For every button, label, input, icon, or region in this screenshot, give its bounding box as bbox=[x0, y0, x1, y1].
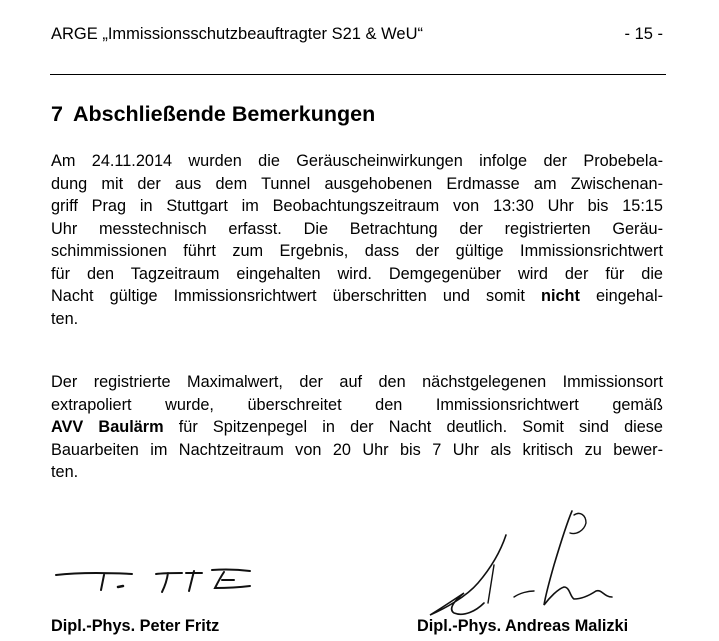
text-line: schimmissionen führt zum Ergebnis, dass der gültige Immissionsrichtwert bbox=[51, 242, 663, 260]
text-line: Uhr messtechnisch erfasst. Die Betrachtung der registrierten Geräu- bbox=[51, 219, 663, 238]
text-line: Bauarbeiten im Nachtzeitraum von 20 Uhr bis 7 Uhr als kritisch zu bewer- bbox=[51, 440, 663, 459]
page-number: - 15 - bbox=[624, 25, 663, 43]
text-line: Der registrierte Maximalwert, der auf den nächstgelegenen Immissionsort bbox=[51, 373, 663, 391]
text-line: extrapoliert wurde, überschreitet den Immissionsrichtwert gemäß bbox=[51, 395, 663, 414]
text-fragment: Nacht gültige Immissionsrichtwert überschritten und somit bbox=[51, 287, 525, 305]
text-line: ten. bbox=[51, 309, 79, 328]
signatory-fritz: Dipl.-Phys. Peter Fritz bbox=[51, 617, 220, 635]
text-line bbox=[51, 285, 663, 308]
text-line: dung mit der aus dem Tunnel ausgehobenen Erdmasse am Zwischenan- bbox=[51, 174, 663, 193]
header-rule bbox=[50, 74, 666, 75]
text-line: für den Tagzeitraum eingehalten wird. Demgegenüber wird der für die bbox=[51, 264, 663, 283]
text-fragment: eingehal- bbox=[596, 287, 663, 305]
text-line: Am 24.11.2014 wurden die Geräuscheinwirkungen infolge der Probebela- bbox=[51, 152, 663, 170]
section-title: Abschließende Bemerkungen bbox=[72, 102, 376, 126]
section-heading bbox=[51, 101, 375, 127]
text-fragment: für Spitzenpegel in der Nacht deutlich. Somit sind diese bbox=[178, 418, 663, 436]
text-line bbox=[51, 416, 663, 439]
header-title: ARGE „Immissionsschutzbeauftragter S21 & WeU“ bbox=[51, 25, 423, 43]
signature-fritz-image bbox=[52, 558, 272, 598]
paragraph-conclusion bbox=[51, 150, 663, 330]
text-line: ten. bbox=[51, 463, 79, 481]
emphasis-nicht: nicht bbox=[541, 287, 580, 305]
text-line: griff Prag in Stuttgart im Beobachtungszeitraum von 13:30 Uhr bis 15:15 bbox=[51, 197, 663, 215]
paragraph-assessment bbox=[51, 371, 663, 484]
signatory-malizki: Dipl.-Phys. Andreas Malizki bbox=[417, 617, 629, 635]
section-number: 7 bbox=[51, 102, 63, 126]
emphasis-avv-baulaerm: AVV Baulärm bbox=[51, 418, 164, 436]
page-header bbox=[51, 24, 663, 44]
